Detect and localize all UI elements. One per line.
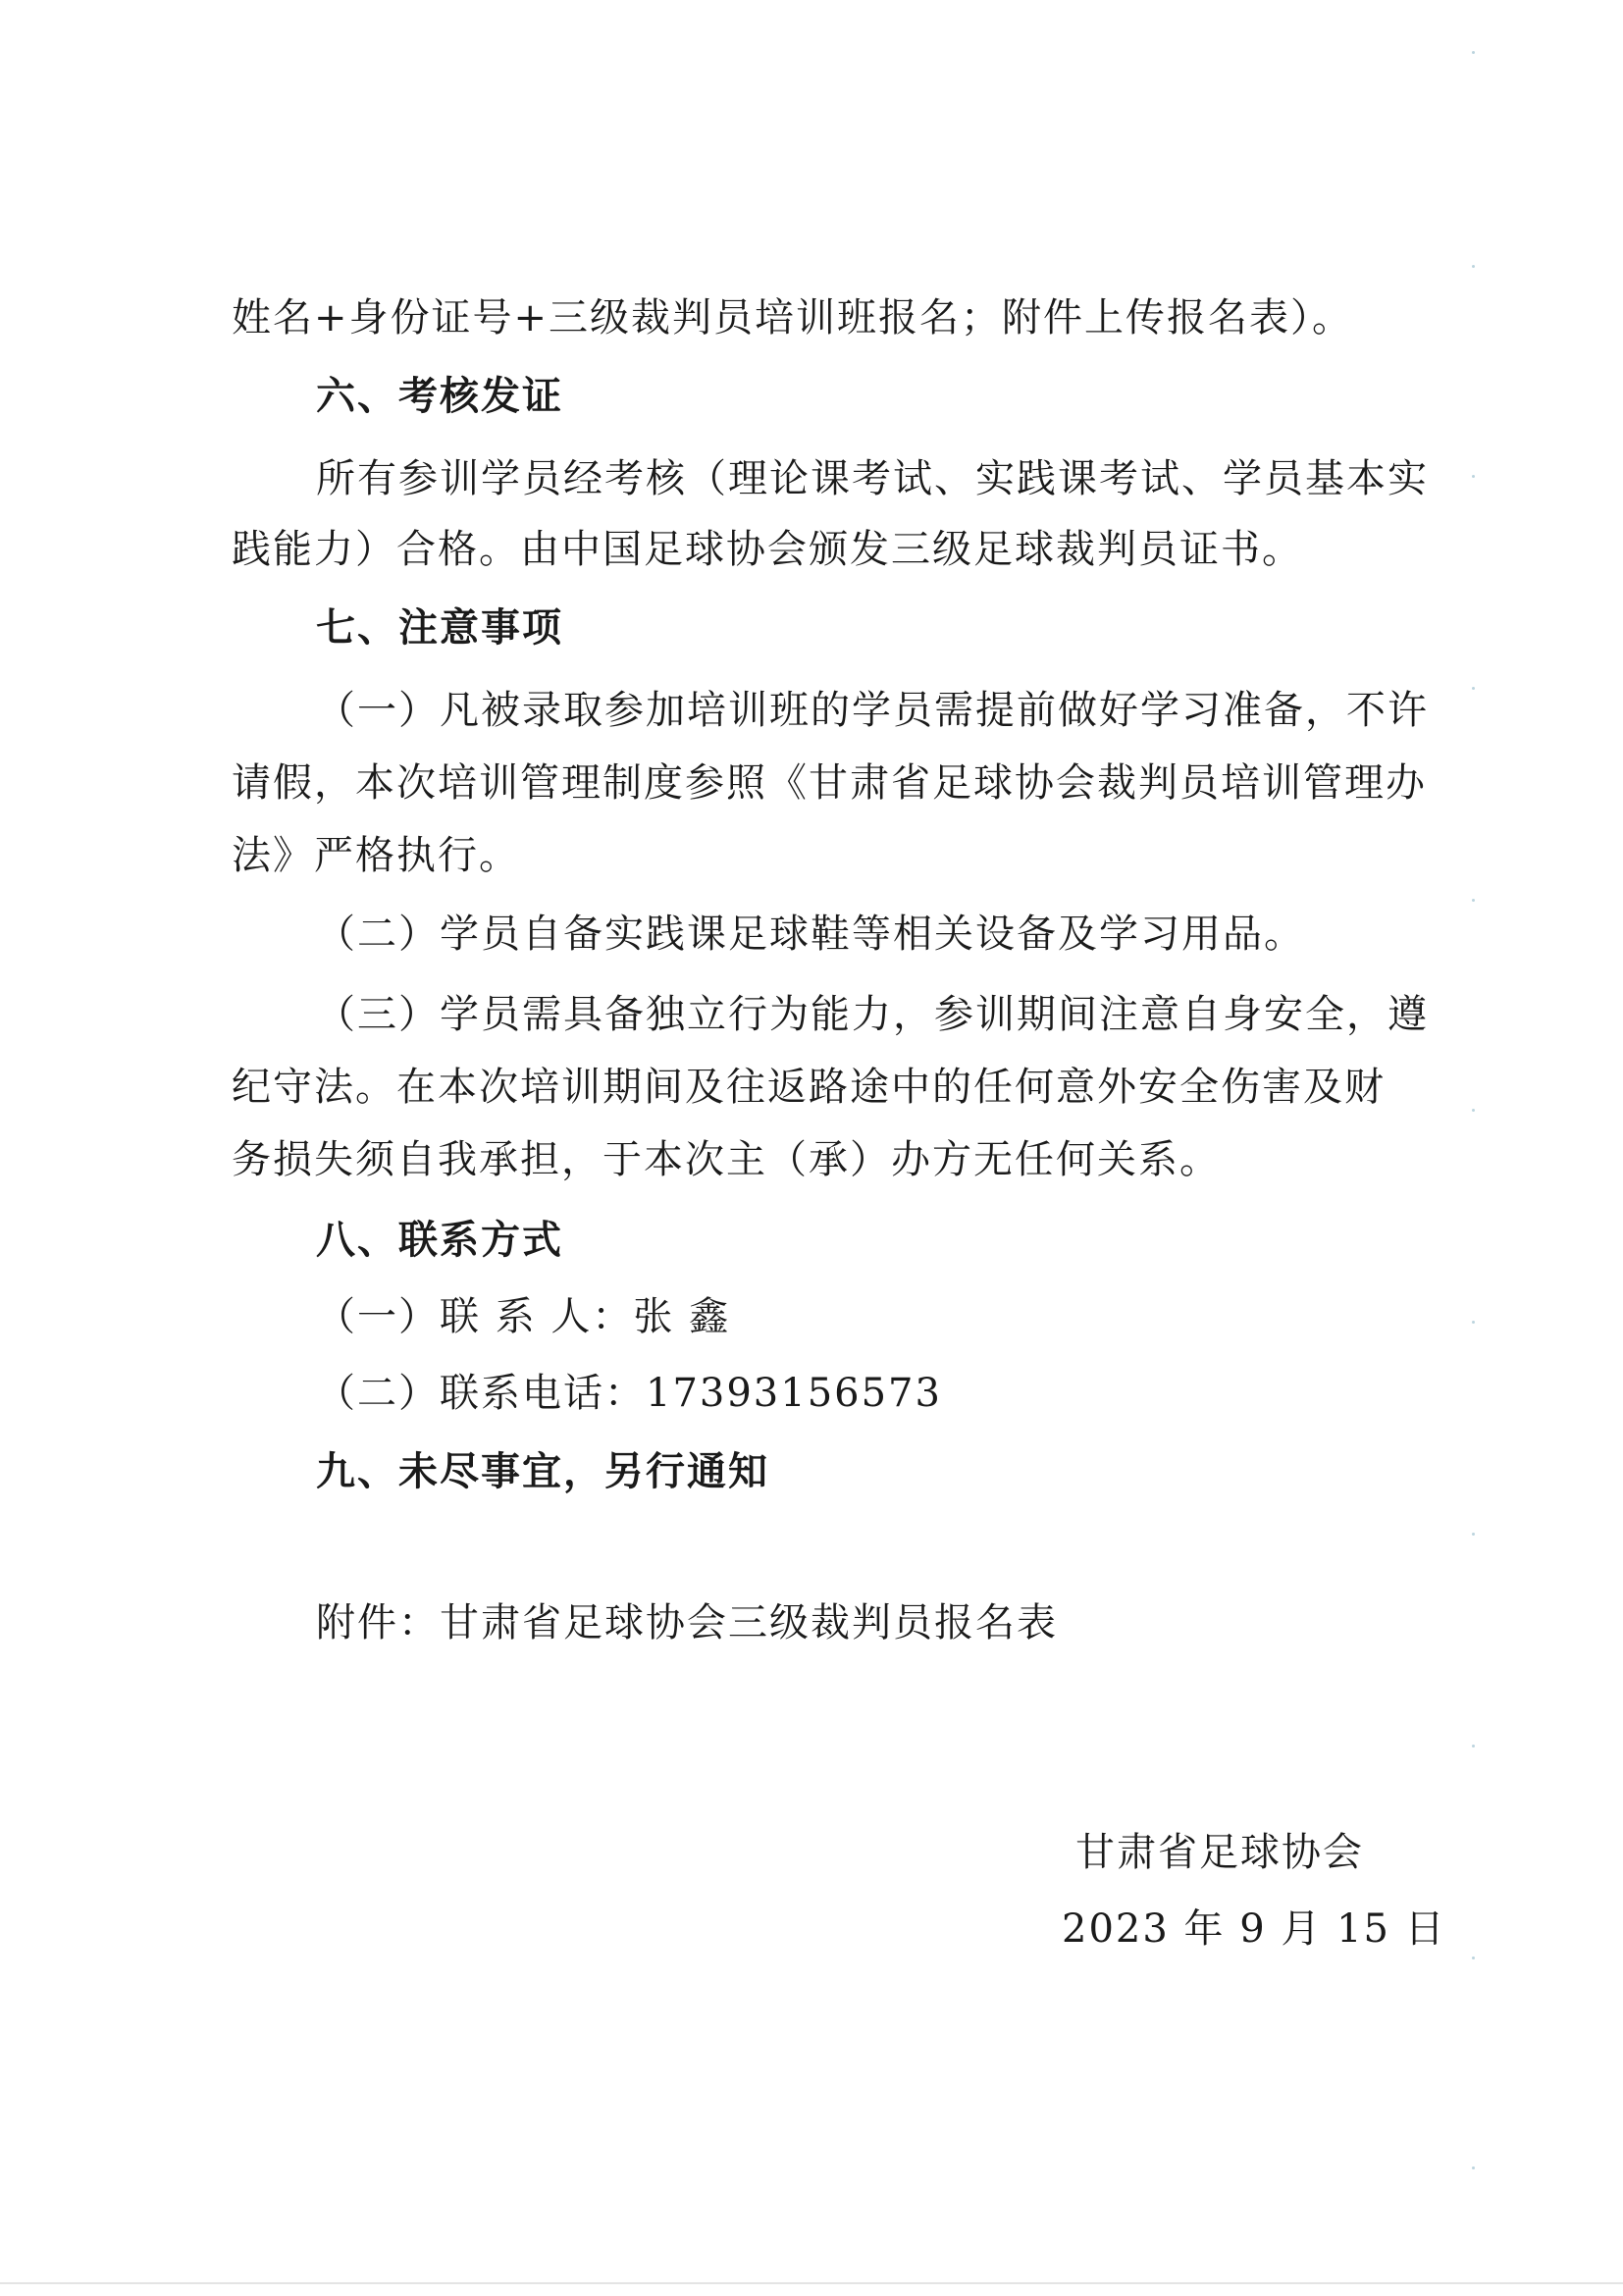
signature-date: 2023 年 9 月 15 日 <box>1062 1906 1446 1952</box>
signature-organization: 甘肃省足球协会 <box>1075 1830 1364 1875</box>
scan-mark <box>1472 475 1475 478</box>
section-heading-7: 七、注意事项 <box>316 605 563 651</box>
scan-mark <box>1472 1533 1475 1536</box>
paragraph-line: 纪守法。在本次培训期间及往返路途中的任何意外安全伤害及财 <box>232 1065 1386 1110</box>
scan-mark <box>1472 1321 1475 1324</box>
paragraph-line: （一）凡被录取参加培训班的学员需提前做好学习准备，不许 <box>316 688 1429 733</box>
scan-mark <box>1472 51 1475 54</box>
scan-mark <box>1472 265 1475 268</box>
scan-mark <box>1472 1745 1475 1748</box>
paragraph-line: （三）学员需具备独立行为能力，参训期间注意自身安全，遵 <box>316 992 1429 1037</box>
continuation-line: 姓名+身份证号+三级裁判员培训班报名；附件上传报名表）。 <box>232 295 1354 340</box>
scan-mark <box>1472 1109 1475 1112</box>
paragraph-line: 法》严格执行。 <box>232 833 520 878</box>
section-heading-9: 九、未尽事宜，另行通知 <box>316 1449 769 1494</box>
scan-bottom-edge <box>0 2282 1623 2284</box>
paragraph-line: 践能力）合格。由中国足球协会颁发三级足球裁判员证书。 <box>232 527 1303 572</box>
scan-mark <box>1472 899 1475 902</box>
section-heading-8: 八、联系方式 <box>316 1218 563 1263</box>
section-heading-6: 六、考核发证 <box>316 374 563 419</box>
paragraph-line: 所有参训学员经考核（理论课考试、实践课考试、学员基本实 <box>316 456 1429 501</box>
scan-mark <box>1472 1957 1475 1959</box>
contact-person: （一）联 系 人：张 鑫 <box>316 1294 731 1339</box>
attachment-note: 附件：甘肃省足球协会三级裁判员报名表 <box>316 1600 1058 1645</box>
paragraph-line: 请假，本次培训管理制度参照《甘肃省足球协会裁判员培训管理办 <box>232 760 1427 806</box>
contact-phone: （二）联系电话：17393156573 <box>316 1371 942 1416</box>
scan-mark <box>1472 687 1475 690</box>
paragraph-line: （二）学员自备实践课足球鞋等相关设备及学习用品。 <box>316 912 1305 957</box>
paragraph-line: 务损失须自我承担，于本次主（承）办方无任何关系。 <box>232 1137 1221 1182</box>
scan-mark <box>1472 2166 1475 2169</box>
